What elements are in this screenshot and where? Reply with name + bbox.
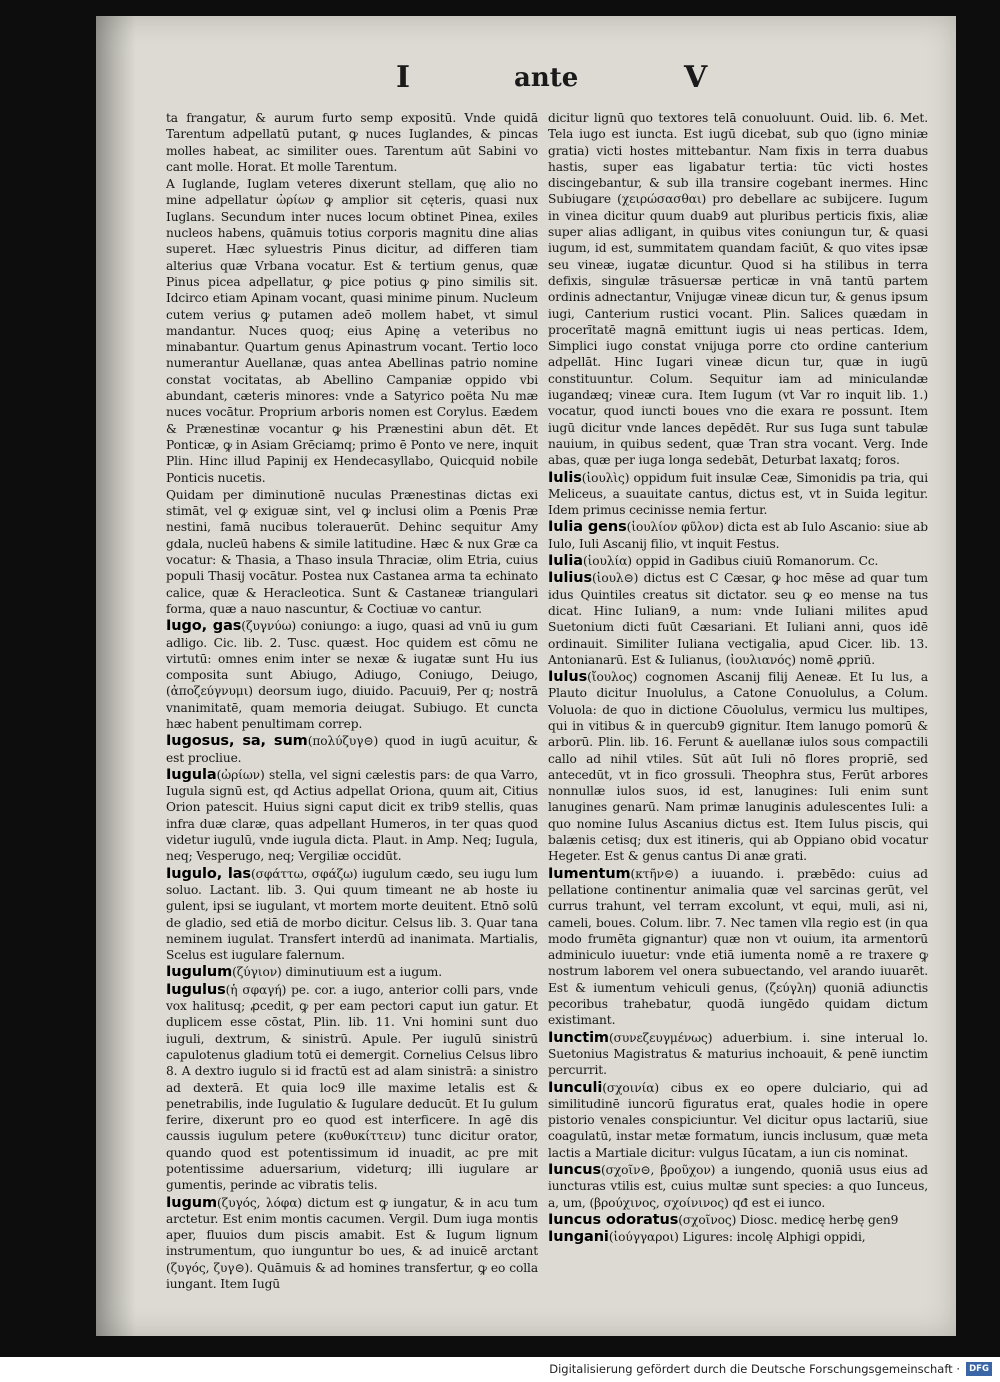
dictionary-entry xyxy=(548,1162,928,1211)
entry-text: (ἰουλὶς) oppidum fuit insulæ Ceæ, Simonidis pa tria, qui Meliceus, a suauitate cantus, dictus est, vt in Suida legitur. Idem primus cecinisse nemia fertur. xyxy=(548,470,928,518)
entry-headword: Iugosus, sa, sum xyxy=(166,733,308,750)
entry-headword: Iuncus xyxy=(548,1162,601,1178)
dictionary-entry xyxy=(166,1195,538,1293)
entry-text: (ἴουλος) cognomen Ascanij filij Aeneæ. Et Iu lus, a Plauto dicitur Inuolulus, a Catone Conuolulus, a Colum. Voluola: de quo in dictione Cōuolulus, vermicu lus multipes, qui in vitibus & in quercub9 gignitur. Item lanugo pomorū & arborū. Plin. lib. 16. Ferunt & auellanæ iulos sous compactili callo ad nihil vtiles. Sūt aūt Iuli nō flores propriē, sed antecedūt, vt in fico grossuli. Theophra stus, Ferūt arbores nonnullæ iulos suos, id est, lanugines: Iuli enim sunt lanugines genarū. Nam primæ lanuginis adulescentes Iuli: a quo nomine Iulus Ascanius dictus est. Item Iulus piscis, qui balænis cetisq; dux est itineris, qui ab Oppiano obid vocatur Hegeter. Est & genus cantus Di anæ grati. xyxy=(548,670,928,864)
dictionary-entry xyxy=(548,866,928,1029)
entry-text: Quidam per diminutionē nuculas Prænestinas dictas exi stimāt, vel ꝙ exiguæ sint, vel ꝙ inclusi olim a Pœnis Præ nestini, famā nucibus tolerauerūt. Dehinc sequitur Amy gdala, nucleū habens & simile latitudine. Hæc & nux Græ ca vocatur: & Thasia, a Thaso insula Thraciæ, olim Etria, cuius populi Thasij vocātur. Postea nux Castanea arma ta echinato calice, quæ & Heracleotica. Sunt & Castaneæ triangulari forma, quæ a nauo nascuntur, & Coctiuæ vo cantur. xyxy=(166,487,538,616)
dictionary-entry xyxy=(548,570,928,668)
footer-credit-text: Digitalisierung gefördert durch die Deutsche Forschungsgemeinschaft · xyxy=(549,1362,960,1376)
dictionary-entry xyxy=(166,733,538,766)
dictionary-entry xyxy=(166,767,538,865)
entry-headword: Iugo, gas xyxy=(166,618,242,635)
entry-text: (σφάττω, σφάζω) iugulum cædo, seu iugu lum soluo. Lactant. lib. 3. Qui quum timeant ne ab hoste iu gulent, ipsi se iugulant, vt mortem morte deuitent. Etnō solū de gladio, sed etiā de morbo dicitur. Celsus lib. 3. Quar tana neminem iugulat. Transfert interdū ad inanimata. Martialis, Scelus est iugulare falernum. xyxy=(166,866,539,963)
entry-text: (ζυγός, λόφα) dictum est ꝙ iungatur, & in acu tum arctetur. Est enim montis cacumen. Vergil. Dum iuga montis aper, fluuios dum piscis amabit. Est & Iugum lignum instrumentum, quo iunguntur bo ues, & ad inuicē arctant (ζυγός, ζυγ⊝). Quāmuis & ad homines transfertur, ꝙ eo colla iungant. Item Iugū xyxy=(166,1195,538,1292)
entry-text: (πολύζυγ⊝) quod in iugū acuitur, & est procliue. xyxy=(166,734,538,765)
entry-text: A Iuglande, Iuglam veteres dixerunt stellam, quę alio no mine adpellatur ὠρίων ꝙ amplior sit cęteris, quasi nux Iuglans. Secundum inter nuces locum obtinet Pinea, exiles nucleos habens, quāmuis totius corporis magnitu dine alias superet. Hæc syluestris Pinus dicitur, ad differen tiam alterius quæ Vrbana vocatur. Est & tertium genus, quæ Pinus picea adpellatur, ꝙ pice potius ꝙ pino similis sit. Idcirco etiam Apinam vocant, quasi minime pinum. Nucleum cutem verius ꝙ putamen adeō mollem habet, vt simul mandantur. Nuces quoq; eius Apinę a veteribus no minabantur. Quartum genus Apinastrum vocant. Tertio loco numerantur Auellanæ, quas antea Abellinas patrio nomine constat vocitatas, ab Abellino Campaniæ oppido vbi abundant, cæteris minores: vnde a Satyrico poëta Nu mæ nuces vocātur. Proprium arboris nomen est Corylus. Eædem & Prænestinæ vocantur ꝙ his Prænestini abun dēt. Et Ponticæ, ꝙ in Asiam Grēciamq; primo ē Ponto ve nere, inquit Plin. Hinc illud Papinij ex Hendecasyllabo, Quicquid nobile Ponticis nucetis. xyxy=(166,177,538,485)
entry-text: (ὠρίων) stella, vel signi cælestis pars: de qua Varro, Iugula signū est, qd Actius adpellat Oriona, quum ait, Citius Orion patescit. Huius signi caput dicit ex trib9 stellis, quas infra duæ claræ, quas adpellant Humeros, in ter quas quod videtur iugulū, vnde iugula dicta. Plaut. in Amp. Neq; Iugula, neq; Vesperugo, neq; Vergiliæ occidūt. xyxy=(166,767,538,864)
running-header xyxy=(96,60,956,100)
book-page xyxy=(96,16,956,1336)
entry-headword: Iuncus odoratus xyxy=(548,1211,679,1228)
entry-headword: Iumentum xyxy=(548,865,631,882)
entry-text: (σχοῖν⊝, βροῦχον) a iungendo, quoniā usus eius ad iuncturas vtilis est, cuius multæ sunt species: a quo Iunceus, a, um, (βρούχινος, σχοίνινος) qđ est ei iunco. xyxy=(548,1163,928,1210)
dfg-logo-icon: DFG xyxy=(966,1362,992,1376)
dictionary-entry xyxy=(548,669,928,865)
entry-text: (ζύγιον) diminutiuum est a iugum. xyxy=(232,965,443,980)
entry-headword: Iugulo, las xyxy=(166,865,251,882)
dictionary-entry xyxy=(548,110,928,469)
dictionary-entry xyxy=(548,1080,928,1161)
entry-text: (σχοινία) cibus ex eo opere dulciario, qui ad similitudinē iuncorū figuratus erat, quales hodie in opere pistorio venales conspiciuntur. Vel dicitur opus lactariū, siue coagulatū, instar metæ formatum, iuncis inclusum, quæ meta lactis a Martiale dicitur: vulgus Iūcatam, a iun cis nominat. xyxy=(548,1080,928,1160)
dictionary-entry xyxy=(166,866,538,964)
dictionary-entry xyxy=(548,553,928,569)
left-column xyxy=(166,110,538,1293)
entry-headword: Iunculi xyxy=(548,1079,603,1096)
dictionary-entry xyxy=(166,982,538,1194)
dictionary-entry xyxy=(166,964,538,980)
entry-text: (συνεζευγμένως) aduerbium. i. sine interual lo. Suetonius Magistratus & maturius inchoauit, & penē iunctim percurrit. xyxy=(548,1030,928,1078)
entry-headword: Iulis xyxy=(548,469,582,486)
right-column xyxy=(548,110,928,1246)
dictionary-entry xyxy=(166,176,538,486)
entry-headword: Iulius xyxy=(548,570,593,587)
header-left-letter: I xyxy=(396,60,411,95)
entry-headword: Iugum xyxy=(166,1194,218,1211)
entry-headword: Iunctim xyxy=(548,1029,609,1046)
entry-headword: Iulus xyxy=(548,669,588,686)
entry-headword: Iugula xyxy=(166,766,217,783)
dictionary-entry xyxy=(166,618,538,732)
entry-text: dicitur lignū quo textores telā conuoluunt. Ouid. lib. 6. Met. Tela iugo est iuncta. Est iugū dicebat, sub quo (igno miniæ gratia) victi hostes mittebantur. Nam fixis in terra duabus hastis, super eas ligabatur tertia: tūc victi hostes discingebantur, & sub illa transire cogebant inermes. Hinc Subiugare (χειρώσασθαι) pro debellare ac subijcere. Iugum in vinea dicitur quum duab9 aut pluribus perticis fixis, aliæ super alias adligant, in quibus vites coniungun tur, & quasi iugum, id est, summitatem quandam faciūt, & quo vites ipsæ seu vineæ, iugatæ dicuntur. Quod si ha stilibus in terra defixis, singulæ trāsuersæ perticæ in vnā tantū partem ordinis adnectantur, Vnijugæ vineæ dicun tur, & genus ipsum iugi, Canterium rustici vocant. Plin. Salices quædam in procerītatē magnā emittunt iugis ui neas perticas. Idem, Simplici iugo constat vnijuga porre cto ordine canterium adpellāt. Hinc Iugari vineæ dicun tur, quæ in iugū constituuntur. Colum. Sequitur iam ad miniculandæ iugandæq; vineæ cura. Item Iugum (vt Var ro inquit lib. 1.) vocatur, quod iuncti boues vno die exara re possunt. Item iugū dicitur vnde lances depēdēt. Rur sus Iuga sunt tabulæ nauium, in quibus sedent, quæ Tran stra vocant. Verg. Inde abas, quæ per iuga longa sedebāt, Deturbat laxatq; foros. xyxy=(548,111,928,468)
entry-headword: Iungani xyxy=(548,1229,609,1246)
dictionary-entry xyxy=(548,519,928,552)
entry-headword: Iugulum xyxy=(166,964,233,981)
entry-text: (ἡ σφαγή) pe. cor. a iugo, anterior colli pars, vnde vox halitusq; ꝓcedit, ꝙ per eam pectori caput iun gatur. Et duplicem esse cōstat, Plin. lib. 11. Vni homini sunt duo iuguli, dextrum, & sinistrū. Apule. Per iugulū sinistrū capulotenus gladium totū ei demergit. Cornelius Celsus libro 8. A dextro iugulo si id fractū est ad alam sinistrā: a sinistro ad dexterā. Et quia loc9 ille maxime letalis est & penetrabilis, inde Iugulatio & Iugulare deducūt. Et Iu gulum ferire, dixerunt pro eo quod est interficere. In agē dis caussis iugulum petere (κυθυκίττειν) tunc dicitur orator, quando quod est potentissimum id inuadit, ac pre mit potentissime aduersarium, videturq; illi iugulare ar gumentis, perinde ac vibratis telis. xyxy=(166,982,538,1193)
entry-text: (ἰουλίον φῦλον) dicta est ab Iulo Ascanio: siue ab Iulo, Iuli Ascanij filio, vt inquit Festus. xyxy=(548,520,929,551)
dictionary-entry xyxy=(548,1212,928,1228)
dictionary-entry xyxy=(548,1030,928,1079)
entry-text: (ἰούγγαροι) Ligures: incolę Alphigi oppidi, xyxy=(608,1230,866,1245)
entry-headword: Iulia xyxy=(548,553,583,570)
header-catchword: ante xyxy=(514,63,579,93)
dictionary-entry xyxy=(166,487,538,617)
entry-headword: Iugulus xyxy=(166,981,226,998)
dictionary-entry xyxy=(548,470,928,519)
entry-text: (ζυγνύω) coniungo: a iugo, quasi ad vnū iu gum adligo. Cic. lib. 2. Tusc. quæst. Hoc quidem est cōmu ne virtutū: omnes enim inter se nexæ & iugatæ sunt Hu ius composita sunt Abiugo, Adiugo, Coniugo, Deiugo, (ἀποζεύγνυμι) deorsum iugo, diuido. Pacuui9, Per q; nostrā vnanimitatē, quam memoria deiugat. Subiugo. Et cuncta hæc habent penultimam correp. xyxy=(166,619,539,731)
header-right-letter: V xyxy=(684,60,708,95)
entry-headword: Iulia gens xyxy=(548,519,627,536)
entry-text: (κτῆν⊝) a iuuando. i. præbēdo: cuius ad pellatione continentur animalia quæ vel sarcinas gerūt, vel currus trahunt, vel terram excolunt, vt equi, muli, asi ni, cameli, boues. Colum. libr. 7. Nec tamen vlla regio est (in qua modo frumēta gignantur) quæ non vt ouium, ita armentorū adminiculo iuuetur: vnde etiā iumenta nomē a re traxere ꝙ nostrum laborem vel onera subuectando, vel arando iuuarēt. Est & iumentum vehiculi genus, (ζεύγλη) quoniā adiunctis pecoribus trahebatur, quodā iungēdo quidam dictum existimant. xyxy=(548,866,928,1028)
digitization-footer xyxy=(0,1357,1000,1382)
dictionary-entry xyxy=(166,110,538,175)
entry-text: (ἰουλία) oppid in Gadibus ciuiū Romanorum. Cc. xyxy=(582,554,879,569)
entry-text: ta frangatur, & aurum furto semp expositū. Vnde quidā Tarentum adpellatū putant, ꝙ nuces Iuglandes, & pincas molles habeat, ac similiter oues. Tarentum aūt Sabini vo cant molle. Horat. Et molle Tarentum. xyxy=(166,111,538,174)
entry-text: (σχοῖνος) Diosc. medicę herbę gen9 xyxy=(678,1212,899,1227)
entry-text: (ἰουλ⊝) dictus est C Cæsar, ꝙ hoc mēse ad quar tum idus Quintiles creatus sit dictator. seu ꝙ eo mense na tus dicat. Hinc Iulian9, a num: vnde Iuliani milites apud Suetonium dicti fuūt Cæsariani. Et Iuliani anni, quos idē ordinauit. Similiter Iuliana vectigalia, apud Cicer. lib. 13. Antonianarū. Est & Iulianus, (ἰουλιανός) nomē ꝓpriū. xyxy=(548,571,928,667)
dictionary-entry xyxy=(548,1229,928,1245)
